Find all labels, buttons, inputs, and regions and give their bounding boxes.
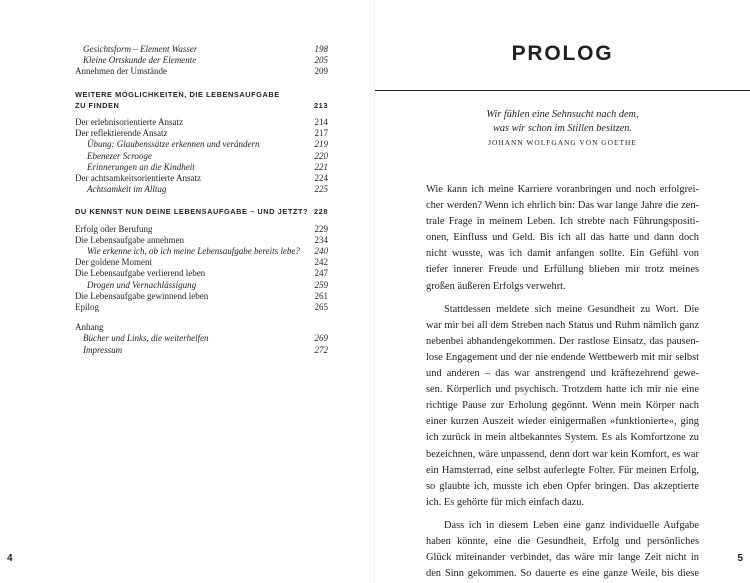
toc-entry — [75, 173, 328, 184]
toc-entry-page: 259 — [314, 279, 328, 290]
toc-entry-title: Die Lebensaufgabe annehmen — [75, 234, 184, 245]
paragraph — [426, 182, 699, 295]
toc-entry-page: 225 — [314, 184, 328, 195]
toc-entry — [75, 162, 328, 173]
text-line: richtige Pause zur Erholung gegönnt. Wenn mein Körper nach — [426, 400, 699, 412]
toc-entry — [75, 333, 328, 344]
text-line: Dass ich in diesem Leben eine ganz individuelle Aufgabe — [444, 519, 699, 531]
text-line: ich. Es gehörte für mich einfach dazu. — [426, 496, 585, 508]
toc-entry-page: 272 — [314, 344, 328, 355]
toc-entry-title: Übung: Glaubenssätze erkennen und verändern — [87, 139, 260, 150]
toc-entry-page: 269 — [314, 333, 328, 344]
toc-entry-page: 198 — [314, 44, 328, 54]
text-line: sen. Körperlich und psychisch. Trotzdem hatte ich mir nie eine — [426, 384, 699, 396]
toc-entry-page: 261 — [314, 290, 328, 301]
toc-entry — [75, 139, 328, 150]
text-line: Glück miteinander verbindet, das wäre mir lange Zeit nicht in — [426, 552, 699, 564]
text-line: Wie kann ich meine Karriere voranbringen und noch erfolgrei- — [426, 184, 699, 195]
text-line: nebenbei abhandengekommen. Der rastlose Einsatz, das pausen- — [426, 335, 699, 347]
toc-entry-title: Kleine Ortskunde der Elemente — [83, 55, 197, 66]
toc-entry — [75, 268, 328, 279]
page-number-right: 5 — [737, 553, 743, 564]
text-line: cher werden? Wenn ich ehrlich bin: Das war lange Jahre die zen- — [426, 200, 699, 212]
chapter-title: PROLOG — [511, 42, 614, 65]
toc-entry-title: Der achtsamkeitsorientierte Ansatz — [75, 173, 201, 184]
right-page — [375, 0, 750, 583]
toc-section-heading — [75, 100, 328, 111]
epigraph-author: JOHANN WOLFGANG VON GOETHE — [488, 138, 637, 147]
toc-entry — [75, 302, 328, 313]
toc-entry-title: Drogen und Vernachlässigung — [87, 279, 197, 290]
toc-entry-page: 205 — [314, 55, 328, 66]
toc-entry-title: Die Lebensaufgabe verlierend leben — [75, 268, 206, 279]
toc-section-title: WEITERE MÖGLICHKEITEN, DIE LEBENSAUFGABE — [75, 89, 280, 99]
toc-entry — [75, 246, 328, 257]
table-of-contents — [75, 44, 328, 356]
toc-entry-page: 214 — [314, 117, 328, 128]
toc-entry — [75, 184, 328, 195]
toc-entry — [75, 280, 328, 291]
toc-entry-page: 228 — [314, 207, 328, 217]
toc-entry-page: 240 — [314, 246, 328, 257]
text-line: onen, Einfluss und Geld. Bis ich all das hatte und dann doch — [426, 232, 699, 244]
text-line: ich zurück in mein altbekanntes System. Es als Komfortzone zu — [426, 432, 699, 444]
toc-entry-page: 220 — [314, 150, 328, 161]
text-line: lose Engagement und der nie endende Wettbewerb mit mir selbst — [426, 351, 699, 363]
toc-entry — [75, 55, 328, 66]
text-line: war mir bei all dem Streben nach Status und Ruhm nämlich ganz — [426, 319, 699, 331]
toc-entry-page: 224 — [314, 173, 328, 184]
toc-entry-title: Achtsamkeit im Alltag — [87, 184, 167, 195]
text-line: nicht wusste, was ich damit anfangen sollte. Ein Gefühl von — [426, 248, 699, 260]
toc-entry — [75, 257, 328, 268]
toc-entry-page: 265 — [314, 302, 328, 313]
toc-entry — [75, 322, 328, 333]
paragraph — [426, 518, 699, 582]
body-text — [426, 182, 699, 582]
toc-entry — [75, 235, 328, 246]
text-line: tiefer innerer Freude und Erfüllung blieben mir trotz meines — [426, 264, 699, 276]
toc-entry-page: 217 — [314, 128, 328, 139]
toc-entry-title: Annehmen der Umstände — [75, 66, 167, 77]
toc-entry-page: 234 — [314, 234, 328, 245]
toc-entry-title: Ebenezer Scrooge — [87, 150, 152, 161]
toc-entry-title: Der erlebnisorientierte Ansatz — [75, 117, 183, 128]
text-line: Stattdessen meldete sich meine Gesundheit zu Wort. Die — [444, 303, 699, 315]
epigraph-line: Wir fühlen eine Sehnsucht nach dem, — [486, 109, 639, 120]
toc-entry-page: 247 — [314, 268, 328, 279]
toc-entry-page: 213 — [314, 100, 328, 110]
text-line: großen äußeren Erfolgs verwehrt. — [426, 280, 566, 292]
text-line: so glaubte ich, musste ich eben Opfer bringen. Das akzeptierte — [426, 480, 699, 492]
toc-entry-title: Impressum — [83, 344, 123, 355]
text-line: trale Frage in meinem Leben. Ich strebte nach Führungspositi- — [426, 216, 699, 228]
toc-section-title: ZU FINDEN — [75, 100, 120, 110]
toc-entry-page: 219 — [314, 139, 328, 150]
toc-entry-page: 242 — [314, 257, 328, 268]
page-number-left: 4 — [7, 553, 13, 564]
toc-entry-title: Erinnerungen an die Kindheit — [87, 161, 195, 172]
epigraph — [425, 108, 700, 136]
toc-entry-title: Die Lebensaufgabe gewinnend leben — [75, 290, 209, 301]
toc-entry-page: 209 — [314, 66, 328, 77]
toc-entry — [75, 224, 328, 235]
toc-section-heading — [75, 206, 328, 217]
toc-entry-title: Der reflektierende Ansatz — [75, 128, 168, 139]
toc-entry — [75, 44, 328, 55]
toc-entry-title: Epilog — [75, 302, 99, 313]
toc-entry — [75, 291, 328, 302]
toc-entry-page: 229 — [314, 223, 328, 234]
toc-section-heading — [75, 89, 328, 100]
toc-entry-title: Wie erkenne ich, ob ich meine Lebensaufgabe bereits lebe? — [87, 246, 300, 257]
toc-entry-title: Bücher und Links, die weiterhelfen — [83, 333, 209, 344]
toc-entry-title: Der goldene Moment — [75, 257, 152, 268]
paragraph — [426, 302, 699, 511]
text-line: und anderen – das war anstrengend und kräftezehrend gewe- — [426, 368, 699, 380]
text-line: bezeichnen, wäre unpassend, denn dort war kein Komfort, es war — [426, 448, 699, 460]
epigraph-line: was wir schon im Stillen besitzen. — [492, 123, 632, 134]
toc-entry-page: 221 — [314, 161, 328, 172]
toc-entry — [75, 117, 328, 128]
toc-entry — [75, 66, 328, 77]
text-line: den Sinn gekommen. So dauerte es eine ganze Weile, bis diese — [426, 568, 699, 580]
text-line: ein Hamsterrad, eine selbst auferlegte Folter. Für meinen Erfolg, — [426, 464, 699, 476]
toc-entry — [75, 151, 328, 162]
text-line: einer kurzen Auszeit wieder einigermaßen »funktionierte«, ging — [426, 416, 699, 428]
toc-section-title: DU KENNST NUN DEINE LEBENSAUFGABE – UND JETZT? — [75, 207, 309, 217]
toc-entry-title: Erfolg oder Berufung — [75, 223, 153, 234]
toc-entry-title: Gesichtsform – Element Wasser — [83, 44, 198, 54]
toc-entry — [75, 345, 328, 356]
toc-entry-title: Anhang — [75, 322, 104, 333]
text-line: haben könnte, eine die Gesundheit, Erfolg und persönliches — [426, 535, 699, 547]
title-rule — [375, 90, 750, 91]
toc-entry — [75, 128, 328, 139]
